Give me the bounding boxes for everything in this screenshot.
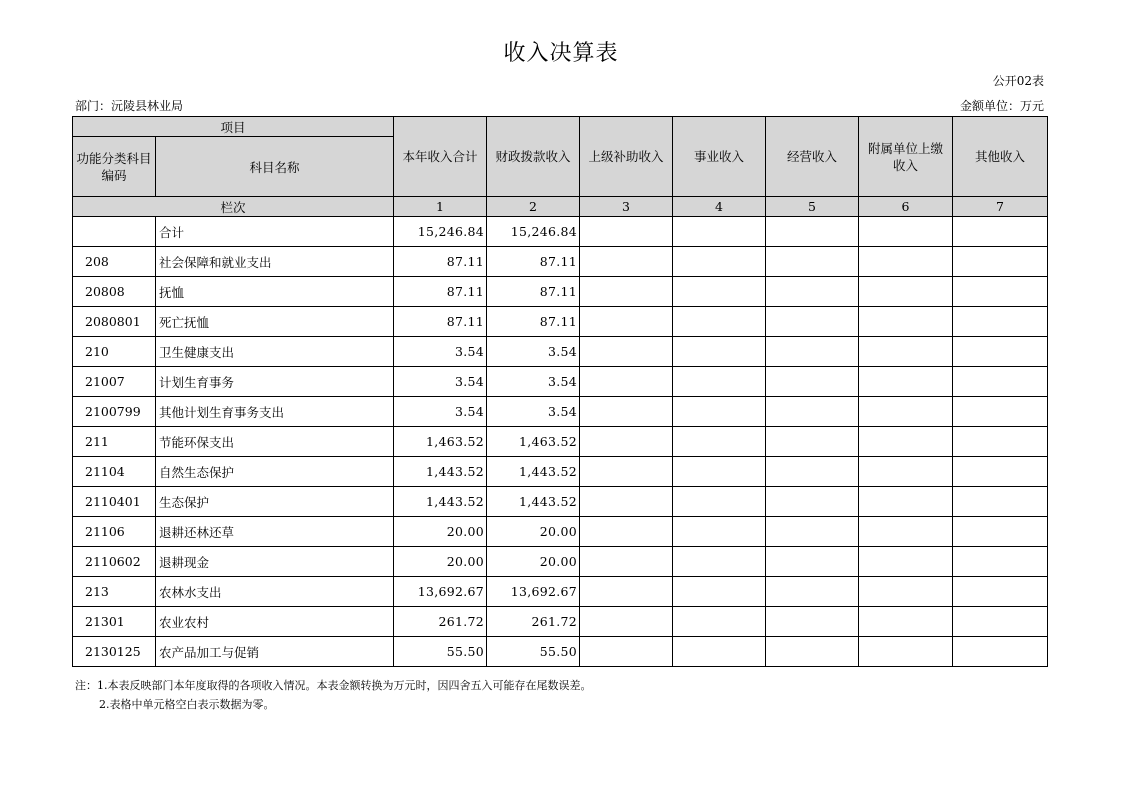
column-number: 2 (487, 197, 580, 217)
row-value-col-6 (859, 637, 953, 667)
row-value-col-4 (673, 427, 766, 457)
row-value-col-6 (859, 547, 953, 577)
column-number: 6 (859, 197, 953, 217)
row-code: 2080801 (73, 307, 156, 337)
row-value-col-6 (859, 367, 953, 397)
row-value-col-2: 261.72 (487, 607, 580, 637)
row-value-col-4 (673, 217, 766, 247)
row-value-col-3 (580, 517, 673, 547)
row-value-col-4 (673, 607, 766, 637)
row-value-col-7 (953, 337, 1048, 367)
row-value-col-5 (766, 337, 859, 367)
header-col-fiscal: 财政拨款收入 (487, 117, 580, 197)
row-value-col-4 (673, 547, 766, 577)
row-value-col-5 (766, 607, 859, 637)
row-code: 21301 (73, 607, 156, 637)
row-value-col-2: 1,443.52 (487, 457, 580, 487)
table-row (73, 367, 1048, 397)
row-value-col-3 (580, 217, 673, 247)
row-value-col-2: 13,692.67 (487, 577, 580, 607)
row-value-col-3 (580, 247, 673, 277)
table-row (73, 487, 1048, 517)
row-value-col-7 (953, 457, 1048, 487)
column-number: 4 (673, 197, 766, 217)
row-code: 208 (73, 247, 156, 277)
row-value-col-7 (953, 577, 1048, 607)
row-subject-name: 社会保障和就业支出 (156, 247, 394, 277)
row-value-col-6 (859, 337, 953, 367)
table-row (73, 457, 1048, 487)
table-row (73, 247, 1048, 277)
row-value-col-7 (953, 247, 1048, 277)
header-col-affiliated: 附属单位上缴收入 (859, 117, 953, 197)
row-value-col-1: 261.72 (394, 607, 487, 637)
table-row (73, 307, 1048, 337)
row-code: 21106 (73, 517, 156, 547)
column-number: 5 (766, 197, 859, 217)
column-number: 3 (580, 197, 673, 217)
row-code: 2110602 (73, 547, 156, 577)
note-1: 注：1.本表反映部门本年度取得的各项收入情况。本表金额转换为万元时，因四舍五入可能存在尾数误差。 (75, 679, 592, 692)
row-subject-name: 其他计划生育事务支出 (156, 397, 394, 427)
header-col-other: 其他收入 (953, 117, 1048, 197)
row-value-col-5 (766, 397, 859, 427)
table-row (73, 217, 1048, 247)
row-value-col-3 (580, 427, 673, 457)
row-value-col-2: 87.11 (487, 307, 580, 337)
header-col-operating: 经营收入 (766, 117, 859, 197)
row-value-col-2: 20.00 (487, 517, 580, 547)
row-value-col-2: 87.11 (487, 277, 580, 307)
row-value-col-5 (766, 457, 859, 487)
table-row (73, 577, 1048, 607)
row-code: 210 (73, 337, 156, 367)
row-subject-name: 死亡抚恤 (156, 307, 394, 337)
row-value-col-4 (673, 397, 766, 427)
row-value-col-5 (766, 637, 859, 667)
row-value-col-3 (580, 397, 673, 427)
column-number: 7 (953, 197, 1048, 217)
row-value-col-6 (859, 277, 953, 307)
row-value-col-1: 87.11 (394, 307, 487, 337)
column-number: 1 (394, 197, 487, 217)
row-value-col-7 (953, 367, 1048, 397)
row-value-col-7 (953, 637, 1048, 667)
row-value-col-7 (953, 397, 1048, 427)
row-value-col-5 (766, 577, 859, 607)
row-value-col-3 (580, 637, 673, 667)
row-subject-name: 农业农村 (156, 607, 394, 637)
row-subject-name: 抚恤 (156, 277, 394, 307)
row-value-col-7 (953, 607, 1048, 637)
row-value-col-6 (859, 397, 953, 427)
row-value-col-4 (673, 577, 766, 607)
row-value-col-1: 55.50 (394, 637, 487, 667)
header-func-code: 功能分类科目编码 (73, 137, 156, 197)
table-row (73, 607, 1048, 637)
row-code: 2110401 (73, 487, 156, 517)
row-value-col-2: 1,443.52 (487, 487, 580, 517)
row-code: 213 (73, 577, 156, 607)
row-value-col-6 (859, 247, 953, 277)
row-value-col-3 (580, 457, 673, 487)
row-subject-name: 计划生育事务 (156, 367, 394, 397)
row-value-col-1: 87.11 (394, 277, 487, 307)
row-value-col-7 (953, 547, 1048, 577)
row-value-col-6 (859, 487, 953, 517)
row-value-col-5 (766, 247, 859, 277)
row-value-col-7 (953, 487, 1048, 517)
table-row (73, 547, 1048, 577)
row-subject-name: 卫生健康支出 (156, 337, 394, 367)
row-value-col-6 (859, 217, 953, 247)
row-value-col-4 (673, 637, 766, 667)
row-value-col-2: 15,246.84 (487, 217, 580, 247)
row-value-col-1: 13,692.67 (394, 577, 487, 607)
row-value-col-1: 20.00 (394, 547, 487, 577)
row-value-col-3 (580, 277, 673, 307)
row-value-col-2: 87.11 (487, 247, 580, 277)
row-value-col-1: 15,246.84 (394, 217, 487, 247)
row-value-col-4 (673, 517, 766, 547)
page-title: 收入决算表 (503, 41, 619, 66)
row-value-col-4 (673, 367, 766, 397)
row-value-col-4 (673, 457, 766, 487)
row-value-col-1: 3.54 (394, 367, 487, 397)
row-value-col-5 (766, 517, 859, 547)
row-value-col-4 (673, 277, 766, 307)
row-value-col-5 (766, 217, 859, 247)
row-value-col-5 (766, 307, 859, 337)
row-subject-name: 农林水支出 (156, 577, 394, 607)
row-value-col-2: 55.50 (487, 637, 580, 667)
row-value-col-4 (673, 487, 766, 517)
row-value-col-6 (859, 457, 953, 487)
table-row (73, 427, 1048, 457)
header-item: 项目 (73, 117, 394, 137)
table-row (73, 397, 1048, 427)
row-value-col-2: 3.54 (487, 337, 580, 367)
row-value-col-5 (766, 487, 859, 517)
row-value-col-6 (859, 307, 953, 337)
row-value-col-7 (953, 277, 1048, 307)
notes (75, 676, 592, 714)
row-code: 21007 (73, 367, 156, 397)
row-subject-name: 自然生态保护 (156, 457, 394, 487)
row-value-col-5 (766, 427, 859, 457)
header-col-total: 本年收入合计 (394, 117, 487, 197)
table-row (73, 637, 1048, 667)
row-value-col-3 (580, 547, 673, 577)
row-value-col-7 (953, 217, 1048, 247)
row-value-col-1: 1,443.52 (394, 457, 487, 487)
header-row-index: 栏次 (73, 197, 394, 217)
row-subject-name: 节能环保支出 (156, 427, 394, 457)
row-value-col-3 (580, 577, 673, 607)
row-value-col-5 (766, 277, 859, 307)
row-code: 211 (73, 427, 156, 457)
row-value-col-1: 20.00 (394, 517, 487, 547)
amount-unit-label: 金额单位：万元 (959, 99, 1044, 113)
row-value-col-5 (766, 367, 859, 397)
row-value-col-3 (580, 607, 673, 637)
row-value-col-1: 3.54 (394, 397, 487, 427)
row-value-col-4 (673, 337, 766, 367)
row-value-col-2: 20.00 (487, 547, 580, 577)
row-subject-name: 农产品加工与促销 (156, 637, 394, 667)
header-col-superior-subsidy: 上级补助收入 (580, 117, 673, 197)
row-value-col-7 (953, 307, 1048, 337)
table-row (73, 337, 1048, 367)
row-code: 21104 (73, 457, 156, 487)
row-code: 2130125 (73, 637, 156, 667)
row-value-col-6 (859, 577, 953, 607)
row-value-col-1: 1,463.52 (394, 427, 487, 457)
row-value-col-1: 87.11 (394, 247, 487, 277)
header-col-business: 事业收入 (673, 117, 766, 197)
row-subject-name: 退耕还林还草 (156, 517, 394, 547)
row-value-col-6 (859, 607, 953, 637)
row-subject-name: 合计 (156, 217, 394, 247)
row-subject-name: 退耕现金 (156, 547, 394, 577)
row-subject-name: 生态保护 (156, 487, 394, 517)
department-label: 部门：沅陵县林业局 (75, 99, 184, 113)
income-table (72, 116, 1048, 667)
row-value-col-5 (766, 547, 859, 577)
table-row (73, 517, 1048, 547)
form-code: 公开02表 (992, 74, 1044, 88)
row-value-col-3 (580, 487, 673, 517)
row-value-col-4 (673, 247, 766, 277)
row-value-col-1: 1,443.52 (394, 487, 487, 517)
row-code: 20808 (73, 277, 156, 307)
row-value-col-7 (953, 517, 1048, 547)
row-value-col-2: 1,463.52 (487, 427, 580, 457)
row-code (73, 217, 156, 247)
row-value-col-3 (580, 307, 673, 337)
row-value-col-1: 3.54 (394, 337, 487, 367)
row-value-col-6 (859, 517, 953, 547)
row-value-col-6 (859, 427, 953, 457)
row-value-col-2: 3.54 (487, 367, 580, 397)
note-2: 2.表格中单元格空白表示数据为零。 (99, 698, 275, 711)
row-value-col-3 (580, 367, 673, 397)
header-subject-name: 科目名称 (156, 137, 394, 197)
row-code: 2100799 (73, 397, 156, 427)
row-value-col-3 (580, 337, 673, 367)
table-row (73, 277, 1048, 307)
row-value-col-4 (673, 307, 766, 337)
row-value-col-7 (953, 427, 1048, 457)
row-value-col-2: 3.54 (487, 397, 580, 427)
